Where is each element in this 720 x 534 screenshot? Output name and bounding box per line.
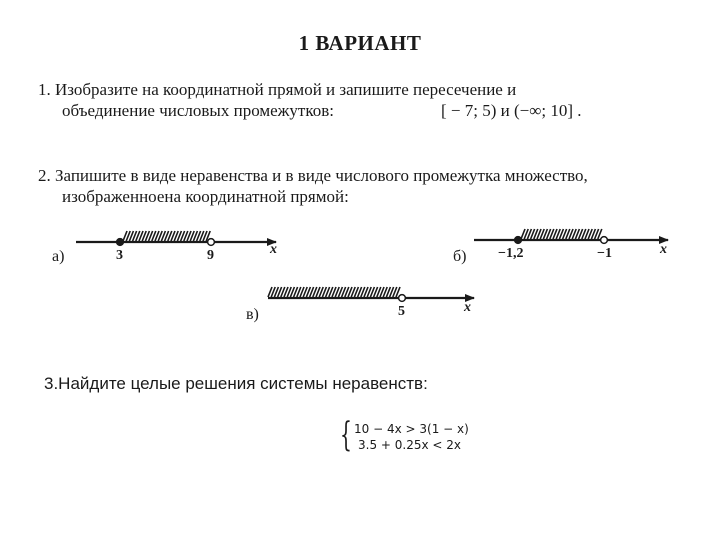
task1-line1: 1. Изобразите на координатной прямой и запишите пересечение и: [38, 80, 517, 99]
task2-line2: изображенноена координатной прямой:: [62, 187, 349, 206]
system-inequality-1: 10 − 4x > 3(1 − x): [354, 422, 469, 436]
figure-v-axis-label: x: [464, 300, 471, 315]
figure-a-label: а): [52, 248, 65, 265]
figure-a-hatching: [123, 231, 210, 241]
figure-b-hatching: [521, 229, 602, 239]
figure-a-closed-point: [117, 239, 124, 246]
figure-v-open-point: [399, 295, 406, 302]
task1-line2: объединение числовых промежутков:: [62, 101, 334, 120]
figure-a-number-line: [76, 231, 276, 245]
figure-b-number-line: [474, 229, 668, 243]
system-brace: {: [340, 415, 352, 455]
task2-line1: 2. Запишите в виде неравенства и в виде числового промежутка множество,: [38, 166, 588, 185]
figure-a-open-point: [208, 239, 215, 246]
figure-b-right-value: −1: [597, 246, 612, 261]
system-inequality-2: 3.5 + 0.25x < 2x: [358, 438, 462, 452]
figure-b-axis-label: x: [660, 242, 667, 257]
figure-v-hatching: [268, 287, 400, 297]
figure-v-number-line: [268, 287, 474, 301]
figure-b-closed-point: [515, 237, 522, 244]
figure-a-axis-label: x: [270, 242, 277, 257]
figure-b-label: б): [453, 248, 467, 265]
figure-b-open-point: [601, 237, 608, 244]
figure-b-left-value: −1,2: [498, 246, 524, 261]
page-title: 1 ВАРИАНТ: [298, 31, 422, 55]
figure-a-left-value: 3: [116, 248, 123, 263]
task3-text: 3.Найдите целые решения системы неравенств:: [44, 374, 428, 393]
figure-a-right-value: 9: [207, 248, 214, 263]
figure-v-label: в): [246, 306, 259, 323]
task1-intervals: [ − 7; 5) и (−∞; 10] .: [441, 101, 582, 120]
figure-v-value: 5: [398, 304, 405, 319]
